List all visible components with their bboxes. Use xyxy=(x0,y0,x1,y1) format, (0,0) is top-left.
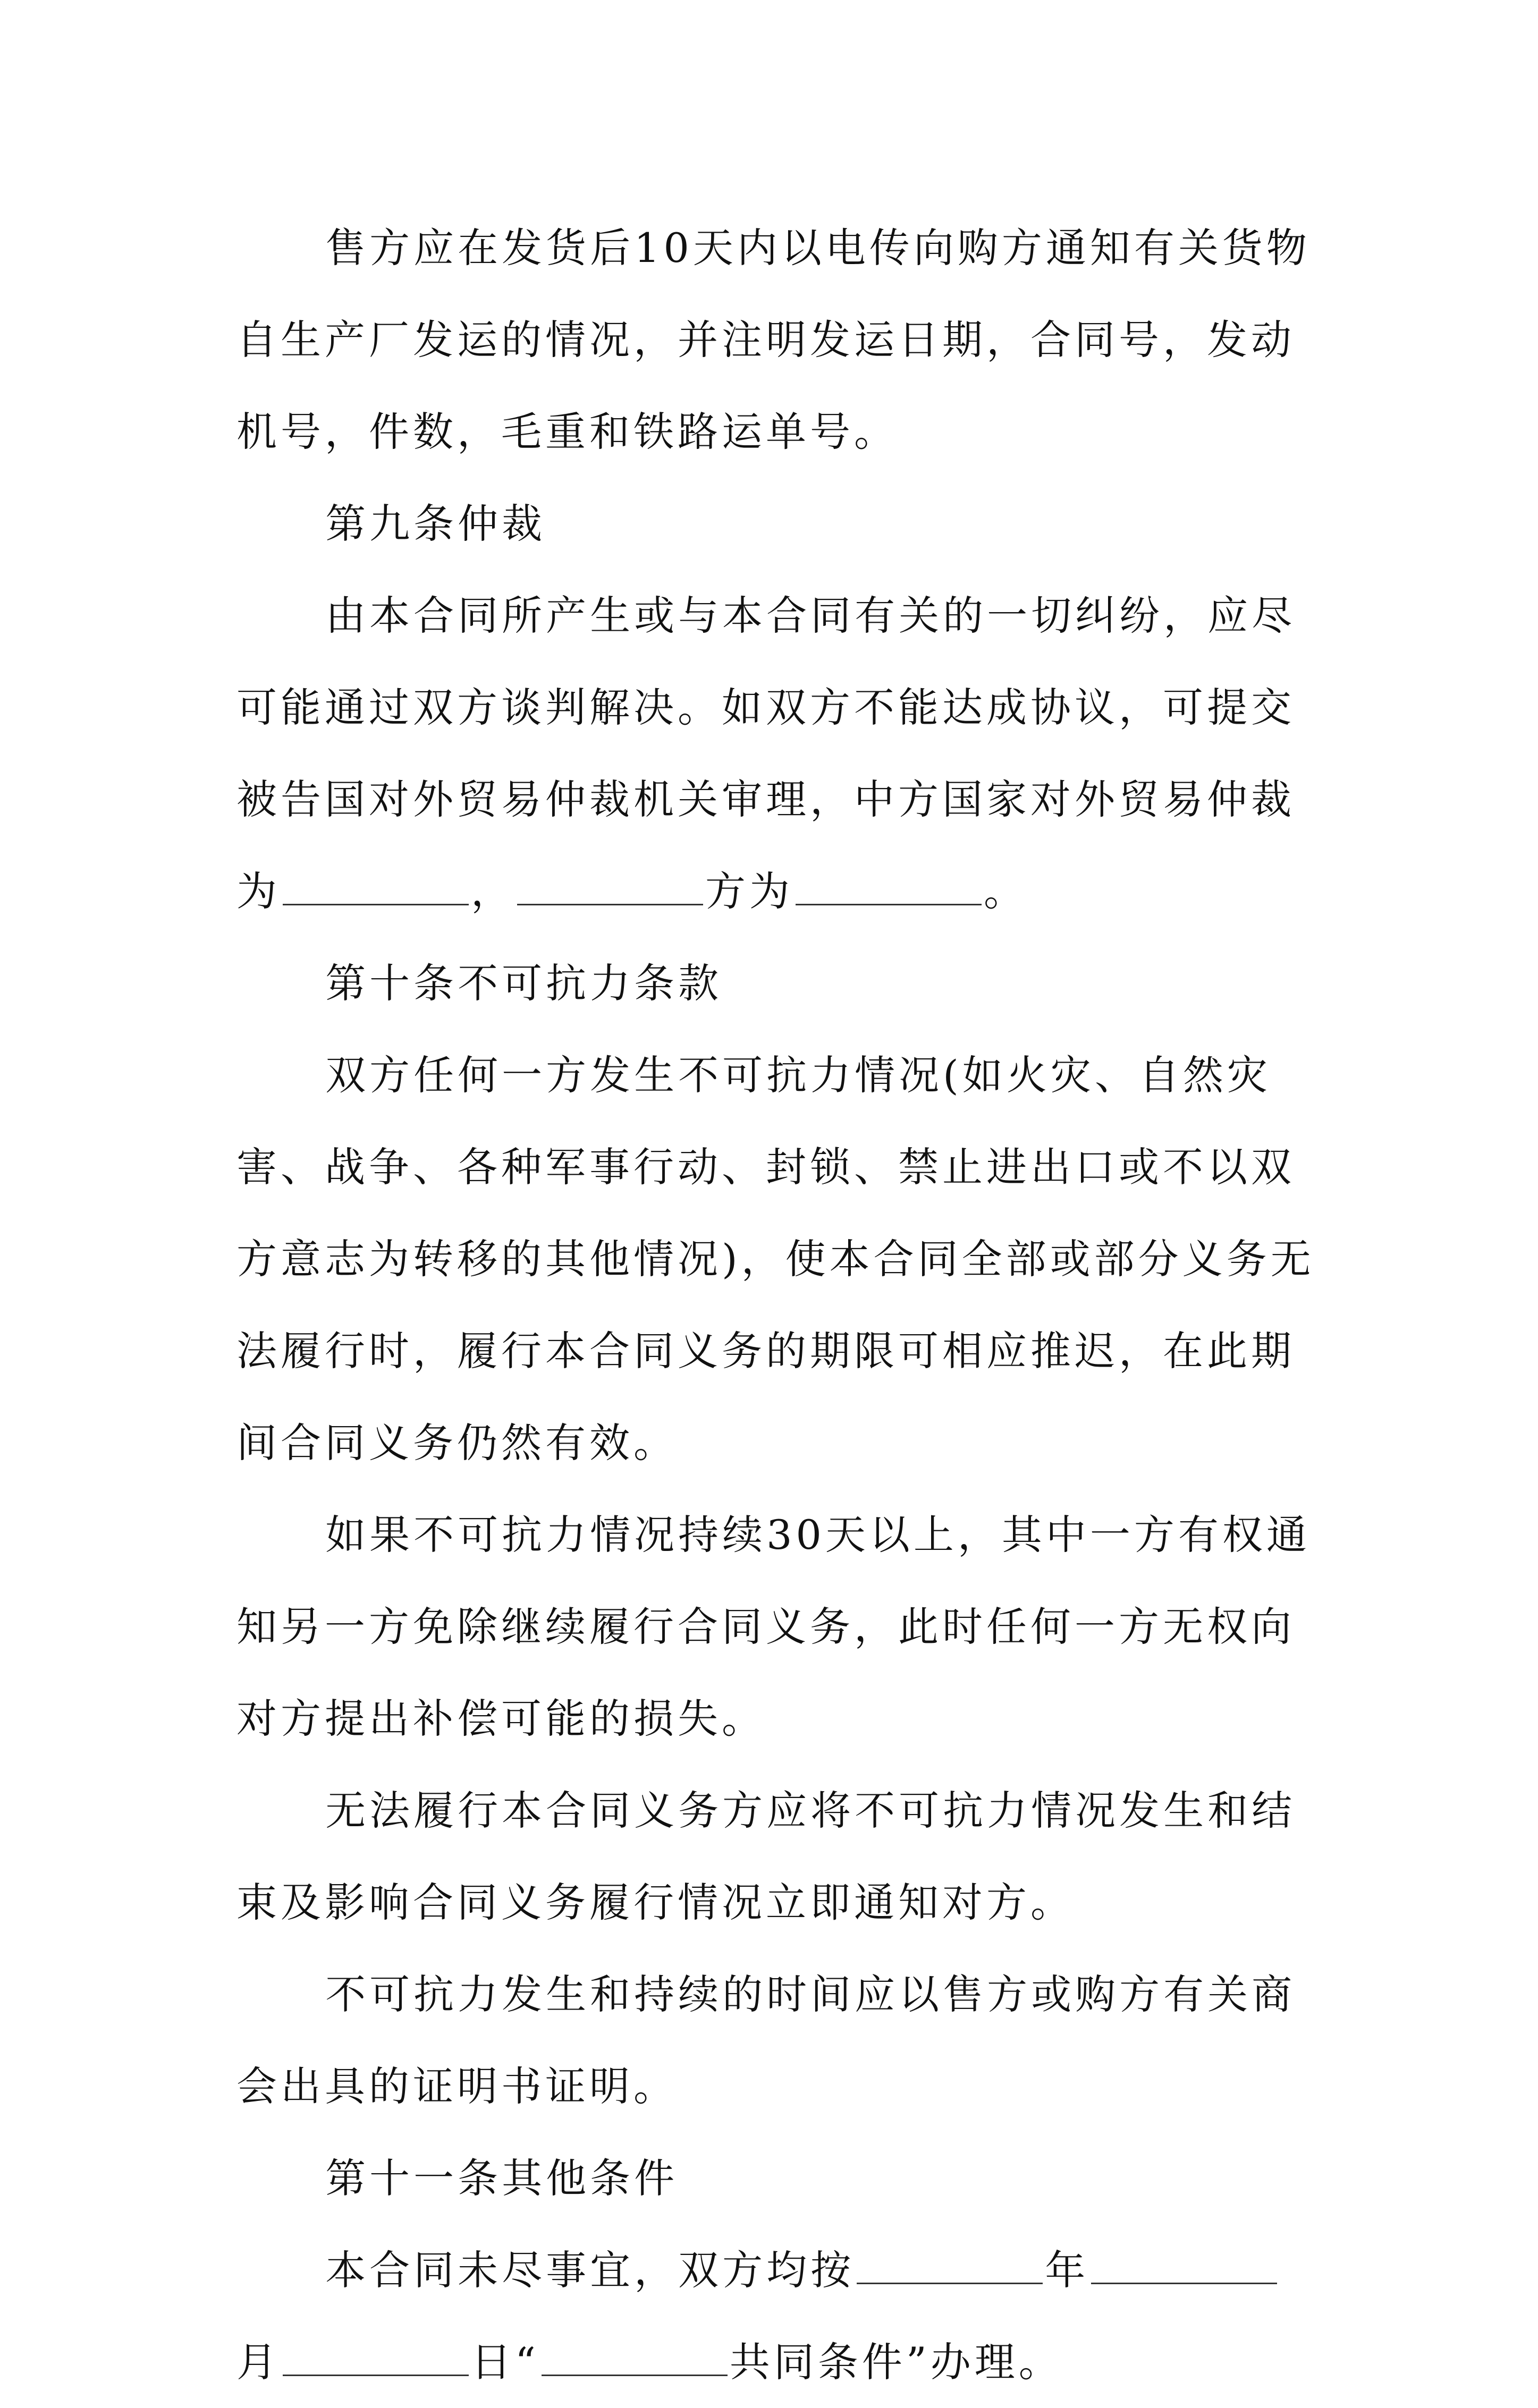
article-9-text: 由本合同所产生或与本合同有关的一切纠纷，应尽可能通过双方谈判解决。如双方不能达成协议，可提交被告国对外贸易仲裁机关审理，中方国家对外贸易仲裁为 xyxy=(236,592,1296,915)
article-9-end: 。 xyxy=(984,868,1028,915)
article-11-end: 共同条件”办理。 xyxy=(729,2338,1063,2386)
article-9-mid-text: 方为 xyxy=(705,868,793,915)
article-11-paragraph xyxy=(236,2224,1321,2408)
article-11-year: 年 xyxy=(1045,2246,1089,2294)
article-9-title: 第九条仲裁 xyxy=(325,500,546,547)
blank-line xyxy=(1091,2251,1277,2284)
article-10-paragraph-2: 如果不可抗力情况持续30天以上，其中一方有权通知另一方免除继续履行合同义务，此时任何一方无权向对方提出补偿可能的损失。 xyxy=(236,1511,1311,1742)
article-9-separator: ， xyxy=(471,868,515,915)
article-11-day: 日“ xyxy=(471,2338,539,2386)
blank-line xyxy=(796,872,982,905)
article-9-paragraph xyxy=(236,570,1321,937)
blank-line xyxy=(283,872,469,905)
blank-line xyxy=(517,872,703,905)
article-10-paragraph-4: 不可抗力发生和持续的时间应以售方或购方有关商会出具的证明书证明。 xyxy=(236,1971,1296,2110)
article-11-month: 月 xyxy=(236,2338,281,2386)
article-10-paragraph-1: 双方任何一方发生不可抗力情况(如火灾、自然灾害、战争、各种军事行动、封锁、禁止进出口或不以双方意志为转移的其他情况)，使本合同全部或部分义务无法履行时，履行本合同义务的期限可相应推迟，在此期间合同义务仍然有效。 xyxy=(236,1052,1315,1466)
paragraph-shipping-notice: 售方应在发货后10天内以电传向购方通知有关货物自生产厂发运的情况，并注明发运日期，合同号，发动机号，件数，毛重和铁路运单号。 xyxy=(236,224,1311,455)
article-11-title: 第十一条其他条件 xyxy=(325,2155,679,2202)
document-body xyxy=(236,202,1321,2408)
article-10-paragraph-3: 无法履行本合同义务方应将不可抗力情况发生和结束及影响合同义务履行情况立即通知对方。 xyxy=(236,1787,1296,1926)
blank-line xyxy=(283,2343,469,2376)
blank-line xyxy=(542,2343,728,2376)
article-11-text: 本合同未尽事宜，双方均按 xyxy=(325,2246,855,2294)
blank-line xyxy=(857,2251,1043,2284)
article-10-title: 第十条不可抗力条款 xyxy=(325,960,723,1007)
